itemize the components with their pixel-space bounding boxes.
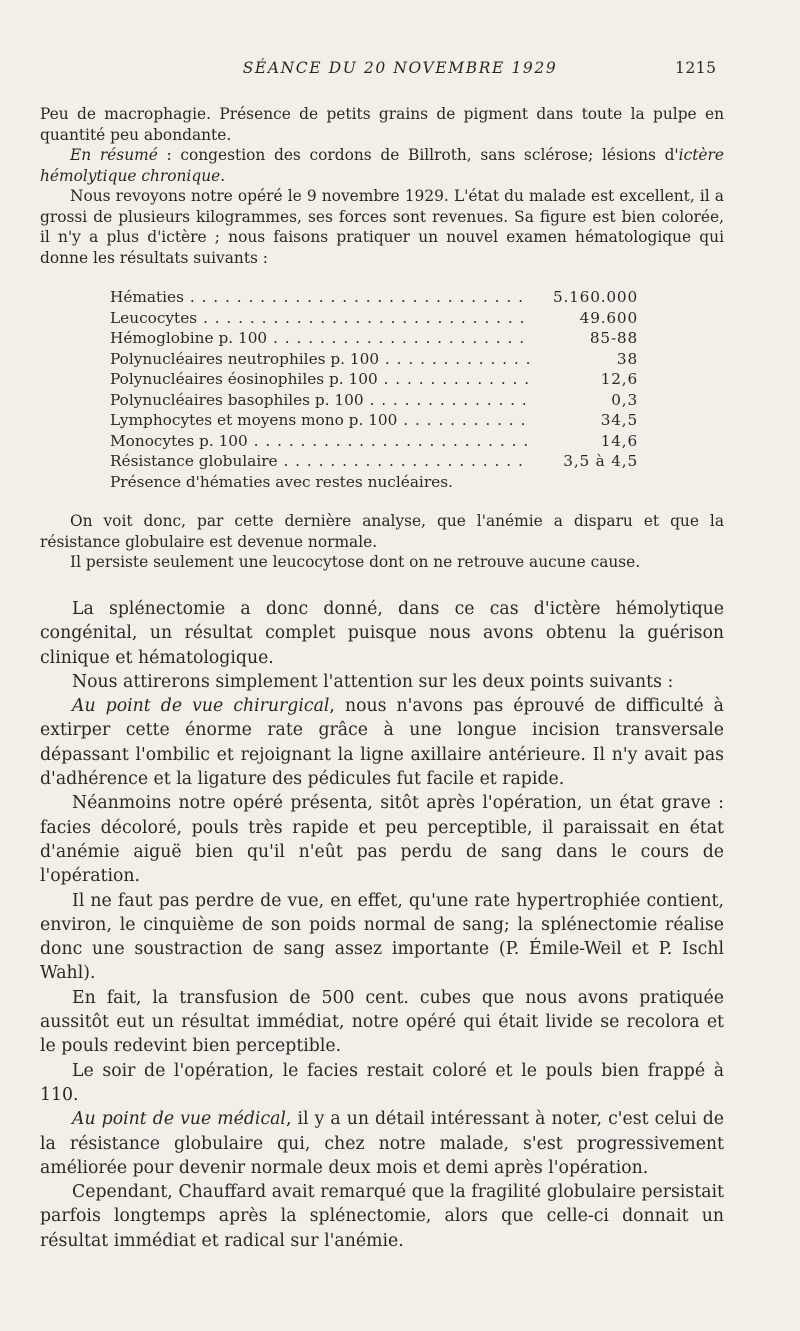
paragraph-splenectomie: La splénectomie a donc donné, dans ce cas d'ictère hémolytique congénital, un résultat complet puisque nous avons obtenu la guérison clinique et hématologique. (40, 599, 724, 668)
surgical-text: , nous n'avons pas éprouvé de difficulté à extirper cette énorme rate grâce à une longue incision transversale dépassant l'ombilic et rejoignant la ligne axillaire antérieure. Il n'y avait pas d'adhérence et la ligature des pédicules fut facile et rapide. (40, 696, 724, 790)
paragraph-followup: Nous revoyons notre opéré le 9 novembre 1929. L'état du malade est excellent, il a grossi de plusieurs kilogrammes, ses forces sont revenues. Sa figure est bien colorée, il n'y a plus d'ictère ; nous faisons pratiquer un nouvel examen hématologique qui donne les résultats suivants : (40, 187, 724, 267)
blood-row (110, 390, 638, 411)
blood-row (110, 287, 638, 308)
blood-row (110, 369, 638, 390)
paragraph-resume (40, 145, 724, 186)
paragraph-macrophagie: Peu de macrophagie. Présence de petits grains de pigment dans toute la pulpe en quantité peu abondante. (40, 105, 724, 144)
paragraph-medical (40, 1107, 724, 1180)
discussion-section (40, 597, 724, 1253)
presence-note-row (110, 472, 638, 493)
histology-summary-section (40, 104, 724, 268)
paragraph-grave-state: Néanmoins notre opéré présenta, sitôt après l'opération, un état grave : facies décoloré, pouls très rapide et peu perceptible, il paraissait en état d'anémie aiguë bien qu'il n'eût pas perdu de sang dans le cours de l'opération. (40, 793, 724, 887)
page-number: 1215 (675, 59, 717, 77)
blood-row (110, 308, 638, 329)
running-title: SÉANCE DU 20 NOVEMBRE 1929 (242, 59, 558, 77)
blood-row-label: Lymphocytes et moyens mono p. 100 . . . (110, 410, 530, 431)
blood-row-value: 38 (616, 349, 638, 368)
blood-row-label: Leucocytes . . . (110, 308, 530, 329)
blood-row-value: 14,6 (600, 431, 638, 450)
blood-row-value: 0,3 (611, 390, 638, 409)
presence-note: Présence d'hématies avec restes nucléaires. (110, 472, 453, 491)
running-header (0, 59, 800, 83)
paragraph-blood-loss: Il ne faut pas perdre de vue, en effet, qu'une rate hypertrophiée contient, environ, le cinquième de son poids normal de sang; la splénectomie réalise donc une soustraction de sang assez importante (P. Émile-Weil et P. Ischl Wahl). (40, 890, 724, 984)
paragraph-anemia-resolved: On voit donc, par cette dernière analyse, que l'anémie a disparu et que la résistance globulaire est devenue normale. (40, 512, 724, 551)
blood-row-value: 12,6 (600, 370, 638, 388)
blood-row-label: Polynucléaires basophiles p. 100 . . . (110, 390, 530, 411)
blood-row (110, 349, 638, 370)
resume-lead: En résumé (70, 146, 158, 164)
analysis-conclusion-section (40, 511, 724, 573)
blood-row (110, 410, 638, 431)
blood-row-label: Monocytes p. 100 . . . (110, 431, 530, 452)
resume-text: : congestion des cordons de Billroth, sans sclérose; lésions d' (157, 146, 679, 164)
paragraph-chauffard: Cependant, Chauffard avait remarqué que la fragilité globulaire persistait parfois longtemps après la splénectomie, alors que celle-ci donnait un résultat immédiat et radical sur l'anémie. (40, 1182, 724, 1251)
blood-row-value: 5.160.000 (552, 288, 638, 306)
diagnosis-italic: ictère hémolytique chronique (40, 146, 724, 185)
blood-row-label: Hémoglobine p. 100 . . . (110, 328, 530, 349)
blood-row (110, 451, 638, 472)
medical-heading: Au point de vue médical (72, 1109, 286, 1130)
paragraph-evening: Le soir de l'opération, le facies restait coloré et le pouls bien frappé à 110. (40, 1060, 724, 1105)
blood-row (110, 328, 638, 349)
blood-row-value: 3,5 à 4,5 (563, 452, 638, 470)
blood-row-label: Hématies . . . (110, 287, 530, 308)
blood-row-value: 85-88 (589, 329, 638, 347)
blood-row-value: 34,5 (600, 411, 638, 429)
blood-results-table (110, 287, 638, 492)
blood-row-label: Polynucléaires neutrophiles p. 100 . . . (110, 349, 530, 370)
medical-text: , il y a un détail intéressant à noter, c'est celui de la résistance globulaire qui, chez notre malade, s'est progressivement améliorée pour devenir normale deux mois et demi après l'opération. (40, 1109, 725, 1178)
paragraph-leucocytose: Il persiste seulement une leucocytose dont on ne retrouve aucune cause. (70, 553, 641, 571)
blood-row-label: Polynucléaires éosinophiles p. 100 . . . (110, 369, 530, 390)
blood-row-label: Résistance globulaire . . . (110, 451, 530, 472)
blood-row-value: 49.600 (579, 308, 638, 327)
blood-row (110, 431, 638, 452)
paragraph-surgical (40, 694, 724, 791)
resume-end: . (220, 166, 226, 185)
paragraph-transfusion: En fait, la transfusion de 500 cent. cubes que nous avons pratiquée aussitôt eut un résultat immédiat, notre opéré qui était livide se recolora et le pouls redevint bien perceptible. (40, 987, 724, 1057)
surgical-heading: Au point de vue chirurgical (72, 696, 330, 717)
paragraph-two-points: Nous attirerons simplement l'attention sur les deux points suivants : (72, 671, 674, 692)
